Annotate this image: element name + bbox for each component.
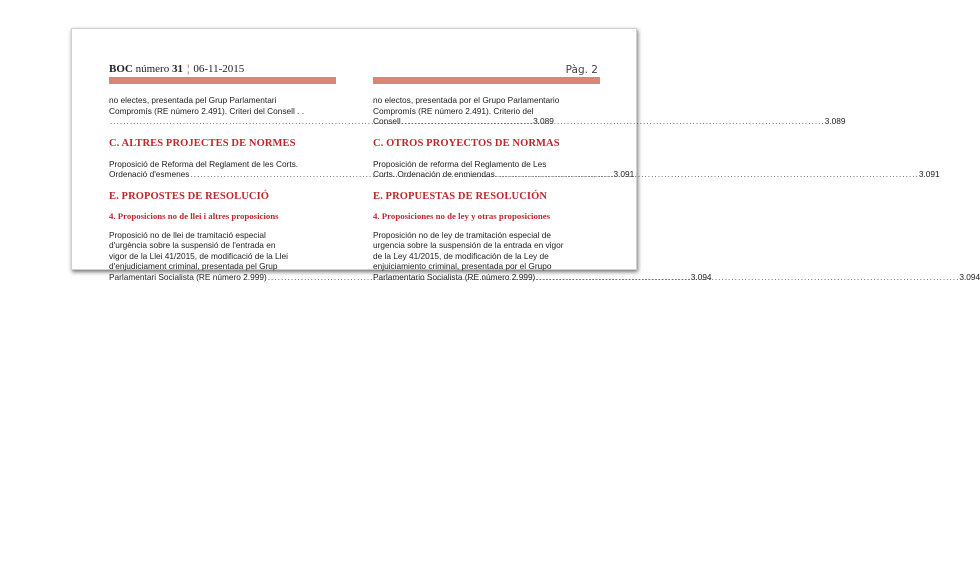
toc-text: urgencia sobre la suspensión de la entrada en vigor xyxy=(373,240,564,250)
toc-text: no electes, presentada pel Grup Parlamentari xyxy=(109,95,277,105)
toc-text: Ordenació d'esmenes xyxy=(109,169,190,179)
toc-text: Compromís (RE número 2.491). Criterio del xyxy=(373,105,534,116)
section-heading-c: C. OTROS PROYECTOS DE NORMAS xyxy=(373,137,560,149)
toc-entry-proposicion xyxy=(373,229,980,283)
subsection-heading-4: 4. Proposicions no de llei i altres proposicions xyxy=(109,210,279,221)
section-heading-e: E. PROPUESTAS DE RESOLUCIÓN xyxy=(373,190,548,202)
header-date: 06-11-2015 xyxy=(193,63,245,75)
toc-text: Consell xyxy=(373,116,401,126)
toc-page-number: 3.089 xyxy=(533,116,554,126)
toc-page-number: 3.091 xyxy=(613,169,635,179)
toc-text: Proposició de Reforma del Reglament de les Corts. xyxy=(109,158,299,169)
toc-leader-line xyxy=(373,271,980,283)
toc-text: Parlamentario Socialista (RE número 2.999) xyxy=(373,271,536,282)
toc-entry-intro xyxy=(373,95,846,127)
section-heading-c: C. ALTRES PROJECTES DE NORMES xyxy=(109,137,296,149)
right-column xyxy=(373,95,980,282)
header-separator: ¦ xyxy=(186,63,190,75)
toc-text: Compromís (RE número 2.491). Criteri del Consell . . xyxy=(109,105,305,116)
header-boc: BOC xyxy=(109,63,133,75)
toc-text: de la Ley 41/2015, de modificación de la Ley de xyxy=(373,250,549,261)
toc-text: Proposición de reforma del Reglamento de Les xyxy=(373,158,547,169)
subsection-heading-4: 4. Proposiciones no de ley y otras proposiciones xyxy=(373,210,551,221)
page-header-left xyxy=(109,63,244,75)
page-number: Pàg. 2 xyxy=(565,64,598,76)
toc-text: no electos, presentada por el Grupo Parlamentario xyxy=(373,95,560,105)
dot-leader xyxy=(402,116,825,127)
toc-text: Parlamentari Socialista (RE número 2.999) xyxy=(109,271,267,282)
toc-text: vigor de la Llei 41/2015, de modificació de la Llei xyxy=(109,250,288,261)
toc-text: Proposició no de llei de tramitació especial xyxy=(109,229,266,240)
toc-leader-line xyxy=(373,116,846,127)
dot-leader xyxy=(496,169,919,180)
toc-text: Corts. Ordenación de enmiendas xyxy=(373,169,495,179)
toc-text: Proposición no de ley de tramitación especial de xyxy=(373,229,552,240)
toc-page-number: 3.091 xyxy=(918,169,940,179)
toc-page-number: 3.094 xyxy=(959,271,980,282)
toc-text: enjuiciamiento criminal, presentada por el Grupo xyxy=(373,261,552,271)
header-numero-label: número xyxy=(135,63,170,75)
toc-text: d'enjudiciament criminal, presentada pel Grup xyxy=(109,261,278,271)
toc-leader-line xyxy=(373,169,940,180)
dot-leader xyxy=(536,272,959,283)
toc-page-number: 3.089 xyxy=(824,116,846,126)
document-page xyxy=(71,28,980,282)
toc-entry-reglamento xyxy=(373,158,940,180)
left-accent-bar xyxy=(109,77,336,84)
toc-page-number: 3.094 xyxy=(690,271,712,282)
section-heading-e: E. PROPOSTES DE RESOLUCIÓ xyxy=(109,190,270,202)
toc-text: d'urgència sobre la suspensió de l'entrada en xyxy=(109,240,276,250)
right-accent-bar xyxy=(373,77,600,84)
header-numero: 31 xyxy=(171,63,183,75)
